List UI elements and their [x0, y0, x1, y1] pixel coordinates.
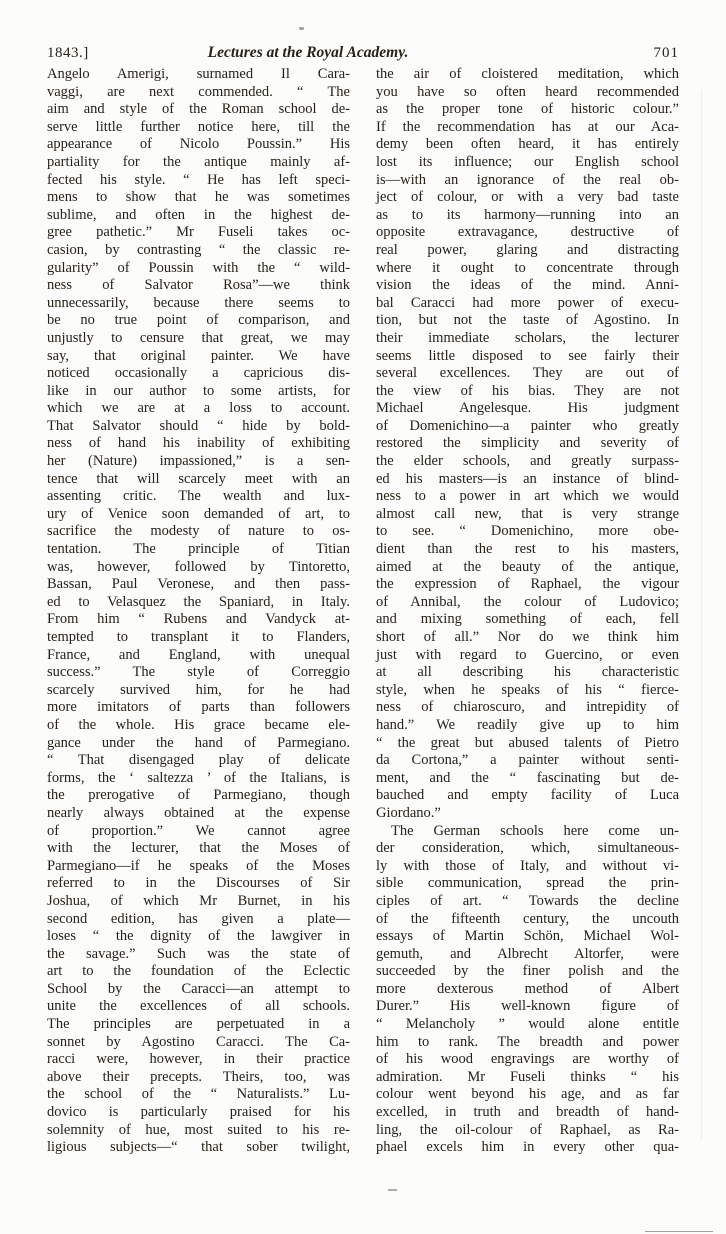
- right-column: [376, 66, 679, 1157]
- text-line: real power, glaring and distracting: [376, 241, 679, 258]
- text-line: you have so often heard recommended: [376, 83, 679, 100]
- text-line: excelled, in truth and breadth of hand-: [376, 1104, 679, 1121]
- text-line: Parmegiano—if he speaks of the Moses: [47, 857, 350, 874]
- text-line: be no true point of comparison, and: [47, 312, 350, 329]
- text-line: Bassan, Paul Veronese, and then pass-: [47, 576, 350, 593]
- text-line: The German schools here come un-: [391, 822, 679, 839]
- text-line: mens to show that he was sometimes: [47, 189, 350, 206]
- text-line: their immediate scholars, the lecturer: [376, 329, 679, 346]
- text-line: ness to a power in art which we would: [376, 488, 679, 505]
- text-line: aimed at the beauty of the antique,: [376, 558, 679, 575]
- text-line: several excellences. They are out of: [376, 365, 679, 382]
- text-line: as to its harmony—running into an: [376, 206, 679, 223]
- text-line: School by the Caracci—an attempt to: [47, 980, 350, 997]
- text-line: succeeded by the finer polish and the: [376, 963, 679, 980]
- text-line: more imitators of parts than followers: [47, 699, 350, 716]
- text-line: forms, the ‘ saltezza ’ of the Italians, is: [47, 769, 350, 786]
- text-line: just with regard to Guercino, or even: [376, 646, 679, 663]
- text-line: demy been often heard, it has entirely: [376, 136, 679, 153]
- text-line: as the proper tone of historic colour.”: [376, 101, 679, 118]
- text-line: racci were, however, in their practice: [47, 1051, 350, 1068]
- text-line: where it ought to concentrate through: [376, 259, 679, 276]
- text-line: “ Melancholy ” would alone entitle: [376, 1016, 679, 1033]
- text-line: assenting critic. The wealth and lux-: [47, 488, 350, 505]
- text-line: If the recommendation has at our Aca-: [376, 118, 679, 135]
- page-title: Lectures at the Royal Academy.: [207, 44, 409, 61]
- text-line: sacrifice the modesty of nature to os-: [47, 523, 350, 540]
- header-year: 1843.]: [47, 45, 89, 61]
- text-line: short of all.” Nor do we think him: [376, 629, 679, 645]
- text-line: ness of hand his inability of exhibiting: [47, 435, 350, 452]
- text-line: ed to Velasquez the Spaniard, in Italy.: [47, 593, 350, 610]
- text-line: ury of Venice soon demanded of art, to: [47, 505, 350, 522]
- text-line: at all describing his characteristic: [376, 664, 679, 681]
- text-line: ject of colour, or with a very bad taste: [376, 189, 679, 206]
- text-line: the savage.” Such was the state of: [47, 945, 350, 962]
- text-line: the prerogative of Parmegiano, though: [47, 787, 350, 804]
- text-line: the air of cloistered meditation, which: [376, 66, 679, 82]
- text-line: bauched and empty facility of Luca: [376, 787, 679, 804]
- text-line: of Domenichino—a painter who greatly: [376, 417, 679, 434]
- text-line: almost call new, that is very strange: [376, 505, 679, 522]
- text-line: sublime, and often in the highest de-: [47, 206, 350, 223]
- text-line: Michael Angelesque. His judgment: [376, 400, 679, 417]
- text-line: which we are at a loss to account.: [47, 400, 350, 417]
- scan-artifact-line: [645, 1231, 713, 1232]
- text-line: of his wood engravings are worthy of: [376, 1051, 679, 1068]
- text-line: “ the great but abused talents of Pietro: [376, 734, 679, 751]
- text-line: partiality for the antique mainly af-: [47, 153, 350, 170]
- text-line: gree pathetic.” Mr Fuseli takes oc-: [47, 224, 350, 241]
- text-line: dient than the rest to his masters,: [376, 541, 679, 558]
- text-line: gemuth, and Albrecht Altorfer, were: [376, 945, 679, 962]
- text-line: solemnity of hue, most suited to his re-: [47, 1121, 350, 1138]
- text-line: Durer.” His well-known figure of: [376, 998, 679, 1015]
- text-line: unnecessarily, because there seems to: [47, 294, 350, 311]
- text-line: style, when he speaks of his “ fierce-: [376, 681, 679, 698]
- text-line: sible communication, spread the prin-: [376, 875, 679, 892]
- text-line: art to the foundation of the Eclectic: [47, 963, 350, 980]
- text-line: gularity” of Poussin with the “ wild-: [47, 259, 350, 276]
- text-line: to see. “ Domenichino, more obe-: [376, 523, 679, 540]
- text-line: appearance of Nicolo Poussin.” His: [47, 136, 350, 153]
- text-line: From him “ Rubens and Vandyck at-: [47, 611, 350, 628]
- text-columns: [47, 66, 679, 1157]
- text-line: of the whole. His grace became ele-: [47, 716, 350, 733]
- text-line: and mixing something of each, fell: [376, 611, 679, 628]
- header-page-number: 701: [653, 45, 679, 61]
- text-line: phael excels him in every other qua-: [376, 1139, 679, 1156]
- text-line: is—with an ignorance of the real ob-: [376, 171, 679, 188]
- text-line: the school of the “ Naturalists.” Lu-: [47, 1086, 350, 1103]
- text-line: more dexterous method of Albert: [376, 980, 679, 997]
- scan-speck-icon: [299, 27, 304, 30]
- text-line: Giordano.”: [376, 804, 441, 821]
- scan-artifact-dash: [388, 1189, 397, 1191]
- text-line: ness of chiaroscuro, and intrepidity of: [376, 699, 679, 716]
- text-line: bal Caracci had more power of execu-: [376, 294, 679, 311]
- text-line: seems little disposed to see fairly their: [376, 347, 679, 364]
- text-line: unjustly to censure that great, we may: [47, 329, 350, 346]
- text-line: admiration. Mr Fuseli thinks “ his: [376, 1068, 679, 1085]
- text-line: noticed occasionally a capricious dis-: [47, 365, 350, 382]
- text-line: tence that will scarcely meet with an: [47, 470, 350, 487]
- text-line: Angelo Amerigi, surnamed Il Cara-: [47, 66, 350, 82]
- text-line: aim and style of the Roman school de-: [47, 101, 350, 118]
- text-line: ness of Salvator Rosa”—we think: [47, 277, 350, 294]
- text-line: the expression of Raphael, the vigour: [376, 576, 679, 593]
- text-line: of the fifteenth century, the uncouth: [376, 910, 679, 927]
- text-line: sonnet by Agostino Caracci. The Ca-: [47, 1033, 350, 1050]
- text-line: him to rank. The breadth and power: [376, 1033, 679, 1050]
- text-line: opposite extravagance, destructive of: [376, 224, 679, 241]
- text-line: vision the ideas of the mind. Anni-: [376, 277, 679, 294]
- text-line: of Annibal, the colour of Ludovico;: [376, 593, 679, 610]
- text-line: essays of Martin Schön, Michael Wol-: [376, 928, 679, 945]
- right-column-paragraph-1: [376, 66, 679, 823]
- text-line: colour went beyond his age, and as far: [376, 1086, 679, 1103]
- text-line: gance under the hand of Parmegiano.: [47, 734, 350, 751]
- text-line: loses “ the dignity of the lawgiver in: [47, 928, 350, 945]
- text-line: France, and England, with unequal: [47, 646, 350, 663]
- text-line: der consideration, which, simultaneous-: [376, 840, 679, 857]
- text-line: the elder schools, and greatly surpass-: [376, 453, 679, 470]
- text-line: like in our author to some artists, for: [47, 382, 350, 399]
- text-line: tempted to transplant it to Flanders,: [47, 629, 350, 645]
- text-line: “ That disengaged play of delicate: [47, 752, 350, 769]
- text-line: tentation. The principle of Titian: [47, 541, 350, 558]
- text-line: above their precepts. Theirs, too, was: [47, 1068, 350, 1085]
- text-line: The principles are perpetuated in a: [47, 1016, 350, 1033]
- left-column-paragraph: [47, 66, 350, 1157]
- left-column: [47, 66, 350, 1157]
- text-line: lost its influence; our English school: [376, 153, 679, 170]
- text-line: restored the simplicity and severity of: [376, 435, 679, 452]
- text-line: second edition, has given a plate—: [47, 910, 350, 927]
- text-line: her (Nature) impassioned,” is a sen-: [47, 453, 350, 470]
- text-line: da Cortona,” a painter without senti-: [376, 752, 679, 769]
- text-line: ed his masters—is an instance of blind-: [376, 470, 679, 487]
- text-line: referred to in the Discourses of Sir: [47, 875, 350, 892]
- scan-edge-line: [701, 90, 702, 1140]
- text-line: hand.” We readily give up to him: [376, 716, 679, 733]
- text-line: Joshua, of which Mr Burnet, in his: [47, 892, 350, 909]
- text-line: ly with those of Italy, and without vi-: [376, 857, 679, 874]
- text-line: ciples of art. “ Towards the decline: [376, 892, 679, 909]
- text-line: tion, but not the taste of Agostino. In: [376, 312, 679, 329]
- text-line: dovico is particularly praised for his: [47, 1104, 350, 1121]
- text-line: scarcely survived him, for he had: [47, 681, 350, 698]
- text-line: That Salvator should “ hide by bold-: [47, 417, 350, 434]
- text-line: fected his style. “ He has left speci-: [47, 171, 350, 188]
- text-line: nearly always obtained at the expense: [47, 804, 350, 821]
- text-line: serve little further notice here, till the: [47, 118, 350, 135]
- page-header: [47, 44, 679, 62]
- text-line: ment, and the “ fascinating but de-: [376, 769, 679, 786]
- right-column-paragraph-2: [376, 823, 679, 1157]
- text-line: was, however, followed by Tintoretto,: [47, 558, 350, 575]
- text-line: unite the excellences of all schools.: [47, 998, 350, 1015]
- text-line: vaggi, are next commended. “ The: [47, 83, 350, 100]
- text-line: success.” The style of Correggio: [47, 664, 350, 681]
- text-line: say, that original painter. We have: [47, 347, 350, 364]
- text-line: of proportion.” We cannot agree: [47, 822, 350, 839]
- text-line: ling, the oil-colour of Raphael, as Ra-: [376, 1121, 679, 1138]
- text-line: ligious subjects—“ that sober twilight,: [47, 1139, 350, 1156]
- text-line: casion, by contrasting “ the classic re-: [47, 241, 350, 258]
- text-line: with the lecturer, that the Moses of: [47, 840, 350, 857]
- text-line: the view of his bias. They are not: [376, 382, 679, 399]
